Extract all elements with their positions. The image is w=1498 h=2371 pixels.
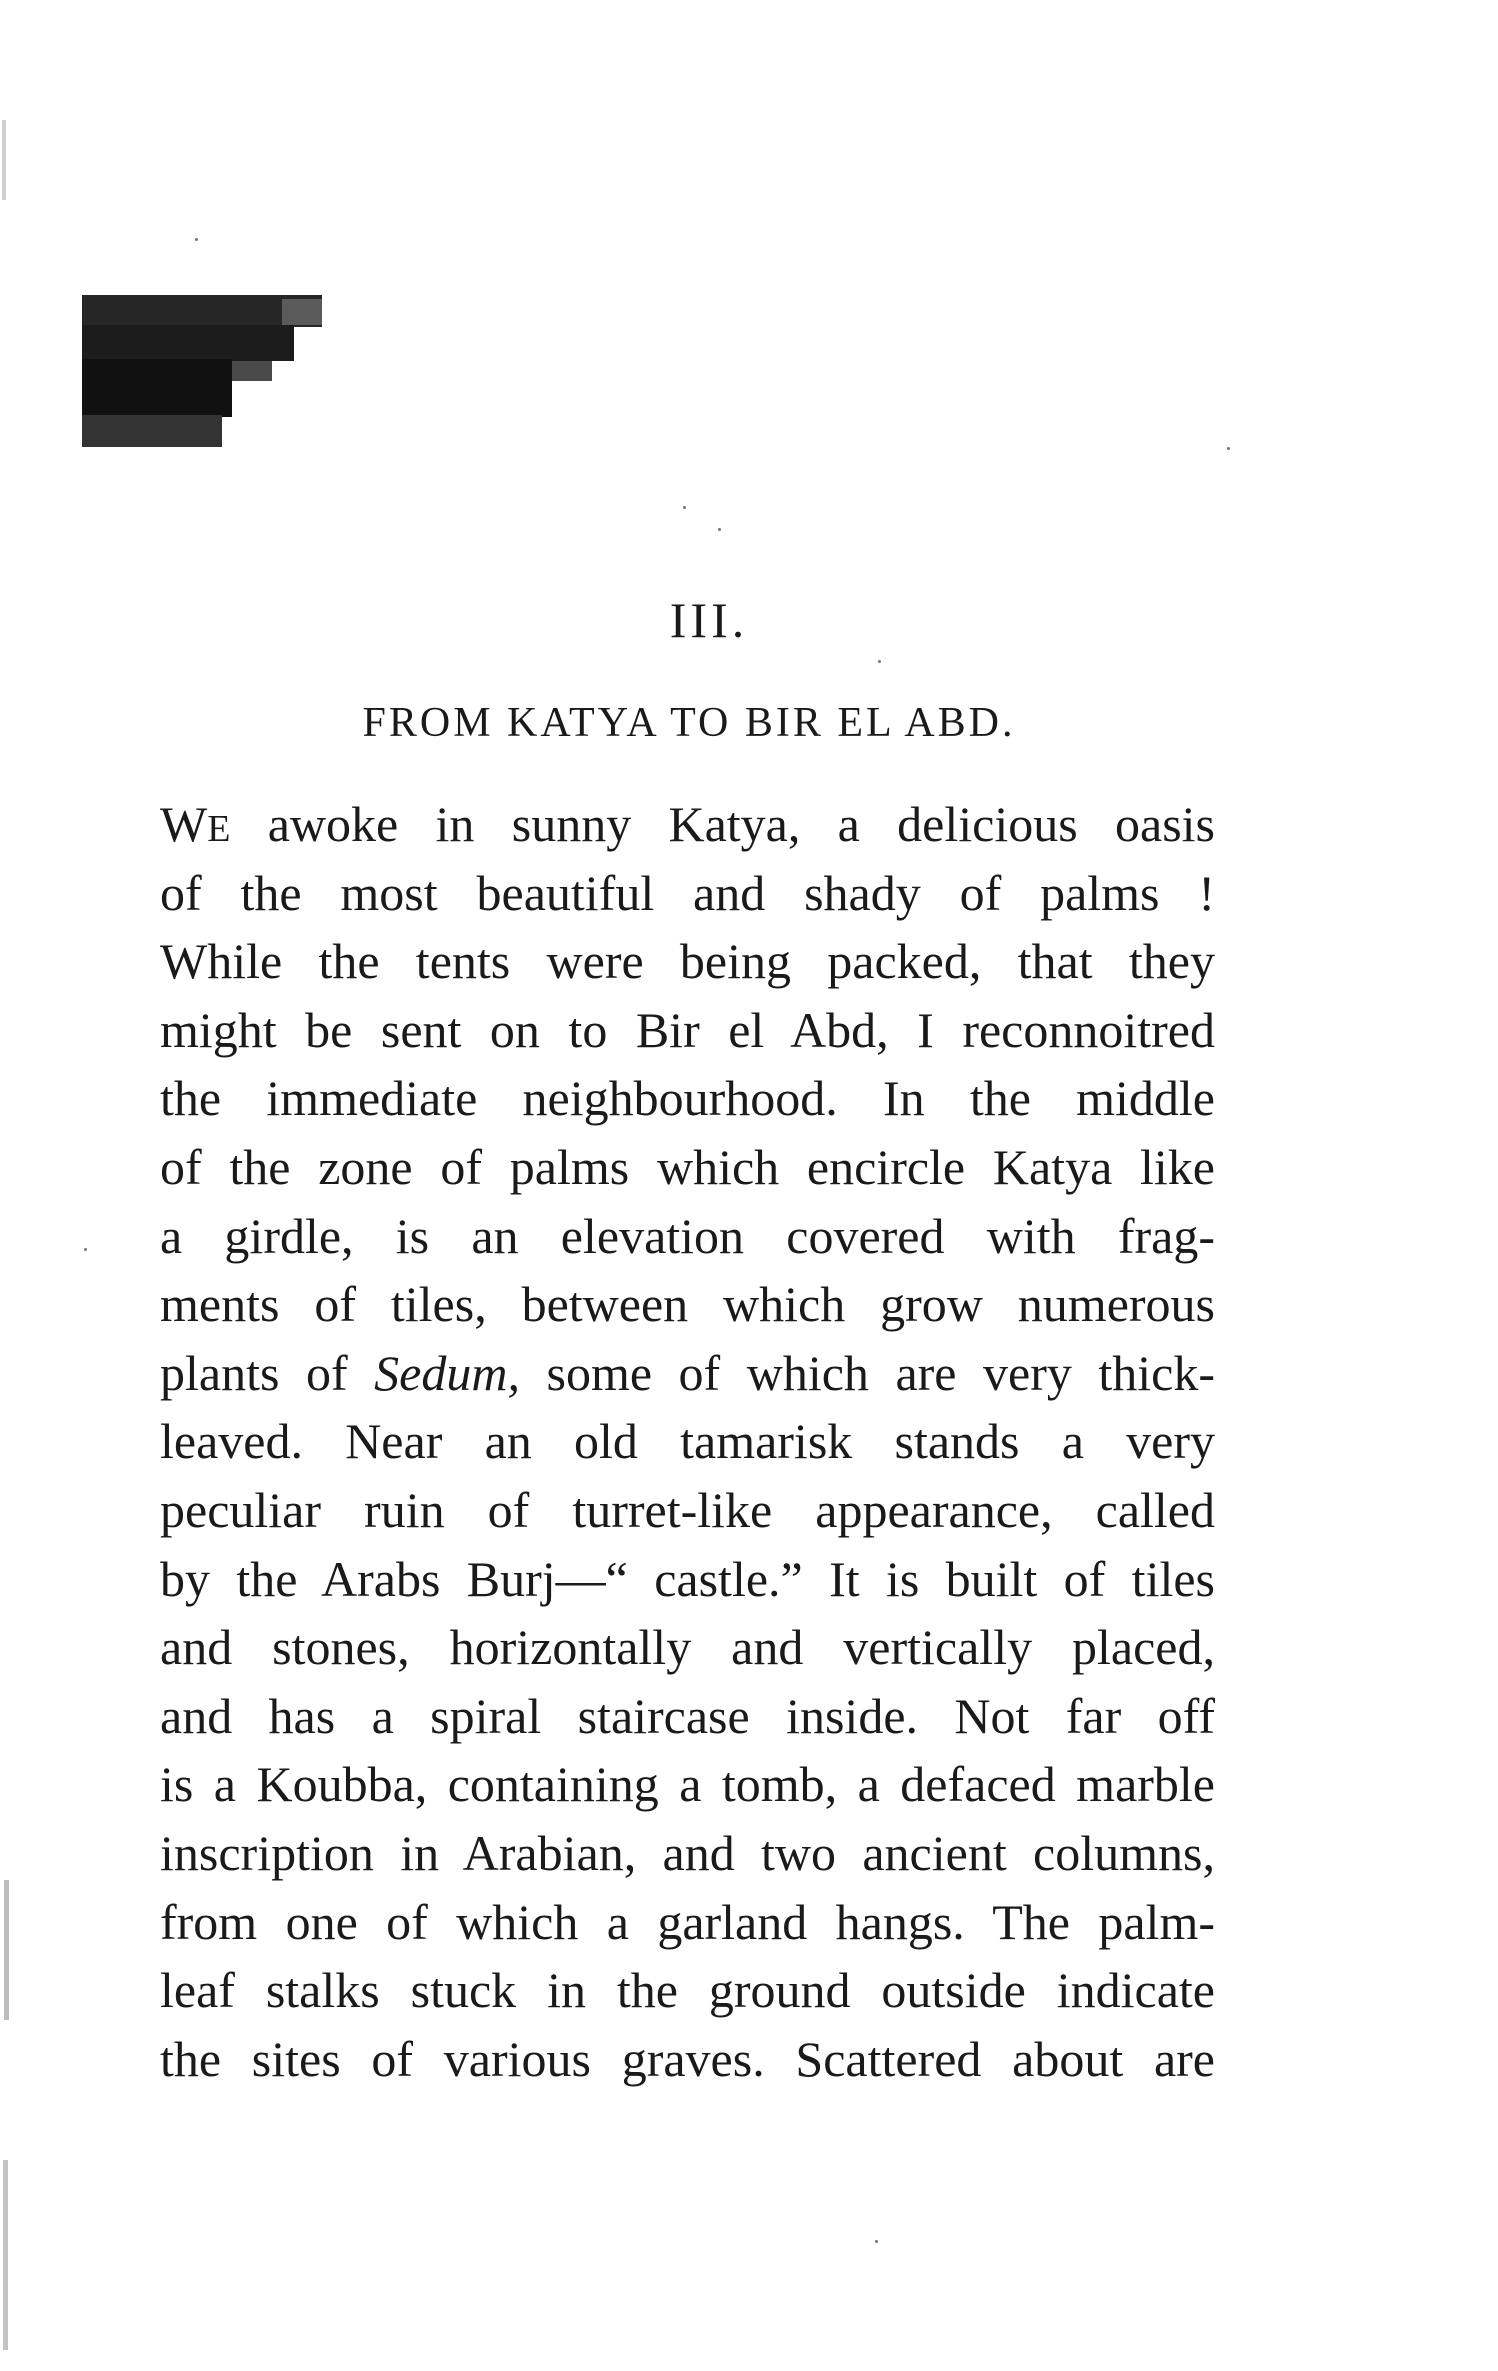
chapter-number: III. xyxy=(669,592,749,648)
line-text: awoke in sunny Katya, a delicious oasis xyxy=(267,796,1216,852)
text-line: and stones, horizontally and vertically placed, xyxy=(160,1619,1215,1676)
text-line: plants of Sedum, some of which are very thick- xyxy=(160,1344,1215,1401)
text-line: might be sent on to Bir el Abd, I reconnoitred xyxy=(160,1001,1215,1058)
text-line: ments of tiles, between which grow numerous xyxy=(160,1276,1215,1333)
text-line: While the tents were being packed, that they xyxy=(160,933,1215,990)
text-line: inscription in Arabian, and two ancient columns, xyxy=(160,1824,1215,1881)
small-caps-letter: E xyxy=(207,808,231,850)
speck xyxy=(878,660,881,663)
text-line: leaf stalks stuck in the ground outside indicate xyxy=(160,1962,1215,2019)
text-line: peculiar ruin of turret-like appearance, called xyxy=(160,1481,1215,1538)
text-line: of the zone of palms which encircle Katya like xyxy=(160,1138,1215,1195)
scan-blotch xyxy=(82,295,322,450)
text-line: by the Arabs Burj—“ castle.” It is built of tiles xyxy=(160,1550,1215,1607)
chapter-title: FROM KATYA TO BIR EL ABD. xyxy=(362,700,1016,746)
text-line: the sites of various graves. Scattered about are xyxy=(160,2030,1215,2087)
speck xyxy=(718,528,721,531)
speck xyxy=(195,238,198,241)
speck xyxy=(875,2240,878,2243)
italic-word: Sedum, xyxy=(374,1344,520,1401)
speck xyxy=(683,506,686,509)
text-line: a girdle, is an elevation covered with frag- xyxy=(160,1207,1215,1264)
text-line: is a Koubba, containing a tomb, a defaced marble xyxy=(160,1756,1215,1813)
text-line: from one of which a garland hangs. The palm- xyxy=(160,1893,1215,1950)
body-text xyxy=(160,790,1215,2093)
text-line xyxy=(160,790,1215,859)
text-line: and has a spiral staircase inside. Not far off xyxy=(160,1687,1215,1744)
drop-cap-letter: W xyxy=(160,796,208,852)
speck xyxy=(1227,447,1230,450)
text-line: of the most beautiful and shady of palms ! xyxy=(160,864,1215,921)
text-line: the immediate neighbourhood. In the middle xyxy=(160,1070,1215,1127)
text-line: leaved. Near an old tamarisk stands a very xyxy=(160,1413,1215,1470)
scan-edge-specks xyxy=(0,0,14,2371)
speck xyxy=(84,1248,87,1251)
